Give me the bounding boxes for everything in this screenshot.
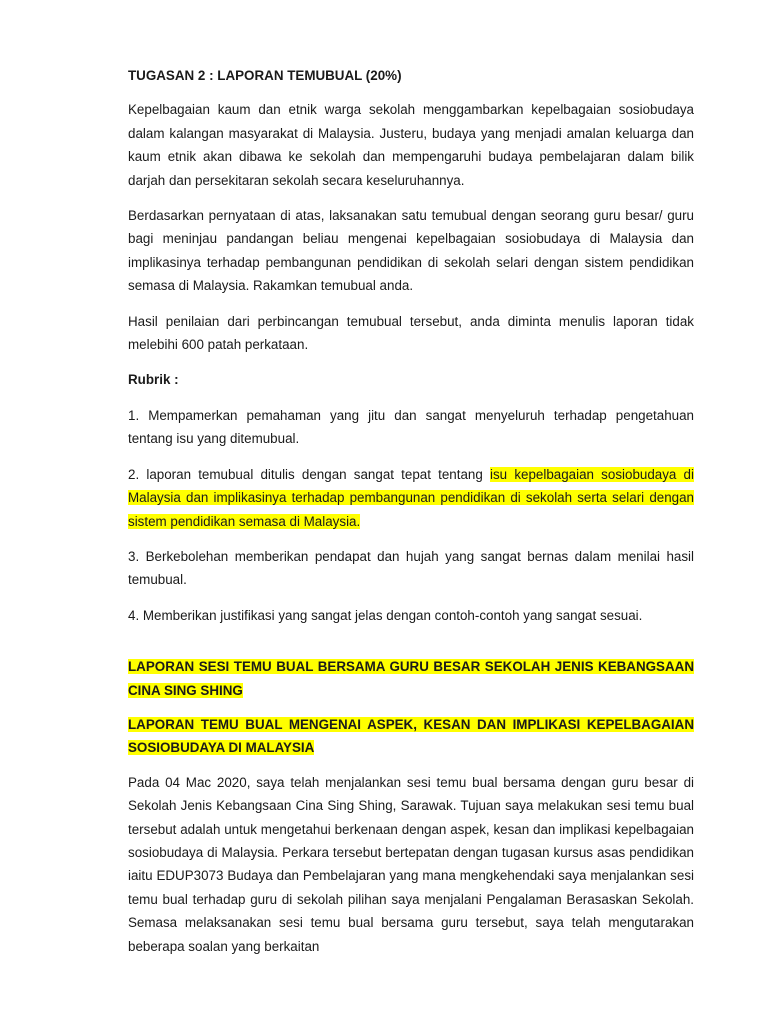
rubrik-item-3: 3. Berkebolehan memberikan pendapat dan hujah yang sangat bernas dalam menilai hasil temubual.	[128, 548, 694, 588]
rubrik-item-2-highlight: isu kepelbagaian sosiobudaya di Malaysia dan implikasinya terhadap pembangunan pendidikan di sekolah serta selari dengan sistem pendidikan semasa di Malaysia.	[128, 466, 694, 529]
assignment-title: TUGASAN 2 : LAPORAN TEMUBUAL (20%)	[128, 68, 402, 83]
rubrik-item-4: 4. Memberikan justifikasi yang sangat jelas dengan contoh-contoh yang sangat sesuai.	[128, 607, 643, 623]
rubrik-label: Rubrik :	[128, 372, 179, 388]
intro-paragraph-2: Berdasarkan pernyataan di atas, laksanakan satu temubual dengan seorang guru besar/ guru bagi meninjau pandangan beliau mengenai kepelbagaian sosiobudaya di Malaysia dan implikasinya terhadap pembangunan pendidikan di sekolah selari dengan sistem pendidikan semasa di Malaysia. Rakamkan temubual anda.	[128, 208, 694, 294]
report-heading-1	[128, 655, 694, 702]
report-heading-2-text: LAPORAN TEMU BUAL MENGENAI ASPEK, KESAN DAN IMPLIKASI KEPELBAGAIAN SOSIOBUDAYA DI MALAYSIA	[128, 716, 694, 756]
report-body-paragraph: Pada 04 Mac 2020, saya telah menjalankan sesi temu bual bersama dengan guru besar di Sekolah Jenis Kebangsaan Cina Sing Shing, Sarawak. Tujuan saya melakukan sesi temu bual tersebut adalah untuk mengetahui berkenaan dengan aspek, kesan dan implikasi kepelbagaian sosiobudaya di Malaysia. Perkara tersebut bertepatan dengan tugasan kursus asas pendidikan iaitu EDUP3073 Budaya dan Pembelajaran yang mana mengkehendaki saya menjalankan sesi temu bual terhadap guru di sekolah pilihan saya menjalani Pengalaman Berasaskan Sekolah. Semasa melaksanakan sesi temu bual bersama guru tersebut, saya telah mengutarakan beberapa soalan yang berkaitan	[128, 774, 694, 954]
rubrik-item-2-text: 2. laporan temubual ditulis dengan sangat tepat tentang	[128, 466, 491, 482]
intro-paragraph-1: Kepelbagaian kaum dan etnik warga sekolah menggambarkan kepelbagaian sosiobudaya dalam kalangan masyarakat di Malaysia. Justeru, budaya yang menjadi amalan keluarga dan kaum etnik akan dibawa ke sekolah dan mempengaruhi budaya pembelajaran dalam bilik darjah dan persekitaran sekolah secara keseluruhannya.	[128, 102, 694, 188]
report-heading-1-text: LAPORAN SESI TEMU BUAL BERSAMA GURU BESAR SEKOLAH JENIS KEBANGSAAN CINA SING SHING	[128, 659, 694, 698]
document-content	[128, 64, 694, 970]
rubrik-item-1: 1. Mempamerkan pemahaman yang jitu dan sangat menyeluruh terhadap pengetahuan tentang isu yang ditemubual.	[128, 407, 694, 447]
rubrik-item-2	[128, 463, 694, 533]
report-heading-2	[128, 713, 694, 760]
intro-paragraph-3: Hasil penilaian dari perbincangan temubual tersebut, anda diminta menulis laporan tidak melebihi 600 patah perkataan.	[128, 313, 694, 353]
section-spacer	[128, 639, 694, 655]
